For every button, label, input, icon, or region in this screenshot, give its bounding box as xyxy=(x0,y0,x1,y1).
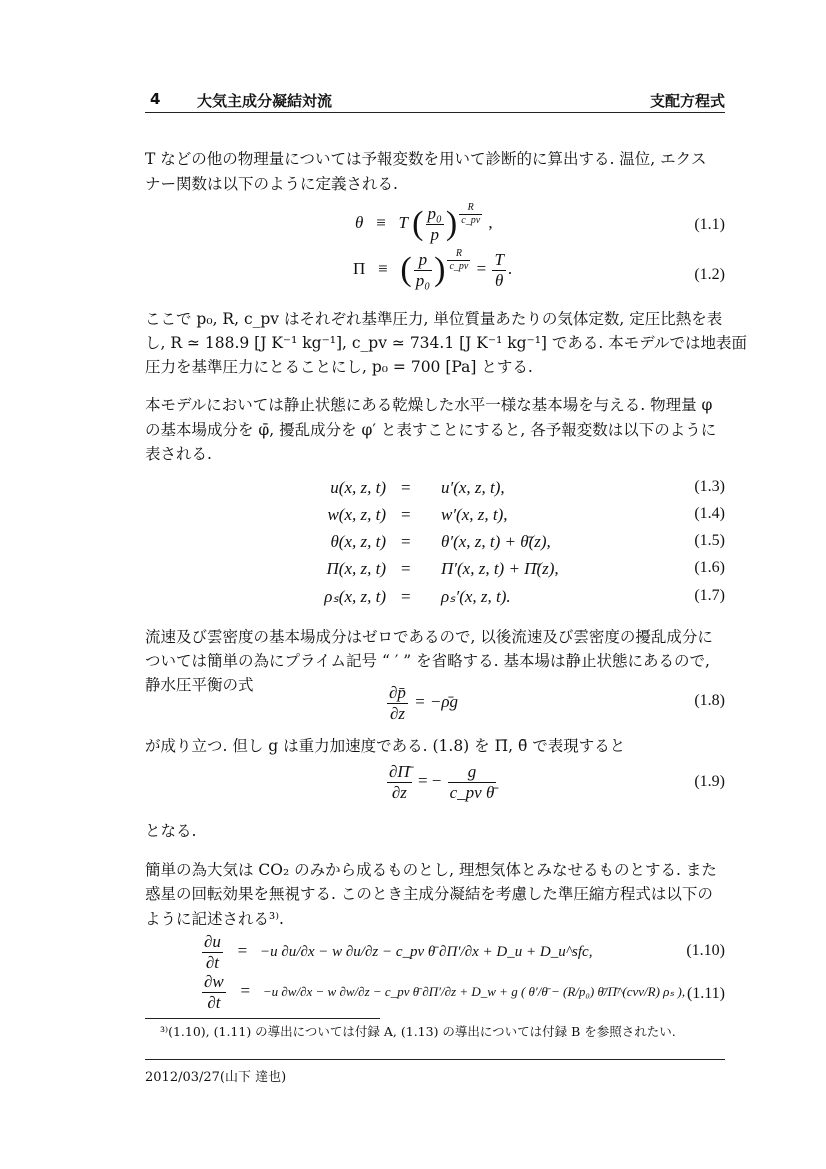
text-line: 表される. xyxy=(145,445,212,463)
text-line: の基本場成分を φ̄, 擾乱成分を φ′ と表すことにすると, 各予報変数は以下のように xyxy=(145,421,717,439)
exp-den: c_pv xyxy=(449,260,469,272)
section-title: 支配方程式 xyxy=(649,92,725,110)
chapter-title: 大気主成分凝結対流 xyxy=(197,92,333,110)
eq-label: (1.8) xyxy=(694,692,725,709)
equation-1-9 xyxy=(385,762,498,802)
equation-1-11 xyxy=(200,972,685,1012)
eq-rhs: = −ρ̄g xyxy=(414,691,459,711)
eq-label: (1.4) xyxy=(694,505,725,522)
eq-lhs: ρₛ(x, z, t) xyxy=(324,587,386,606)
footer-rule xyxy=(145,1059,725,1060)
eq-lhs: Π xyxy=(353,259,366,278)
exp-den: c_pv xyxy=(461,214,481,226)
frac-num: ∂Π̄ xyxy=(389,762,410,781)
eq-rhs: = − xyxy=(417,770,442,790)
eq-rel: = xyxy=(401,478,411,497)
frac-den: ∂t xyxy=(205,952,220,972)
eq-rhs: T xyxy=(398,213,408,232)
frac-num: T xyxy=(494,250,504,270)
eq-rhs: Π′(x, z, t) + Π̄(z), xyxy=(441,559,559,578)
text-line: 簡単の為大気は CO₂ のみから成るものとし, 理想気体とみなせるものとする. また xyxy=(145,861,717,879)
eq-rel: = xyxy=(401,532,411,551)
frac-num: ∂u xyxy=(204,932,221,951)
eq-rel: = xyxy=(237,940,248,960)
eq-label: (1.11) xyxy=(686,985,725,1002)
frac-num: p xyxy=(414,250,432,271)
eq-label: (1.3) xyxy=(694,478,725,495)
frac-den: ∂z xyxy=(391,782,407,802)
eq-lhs: Π(x, z, t) xyxy=(326,559,386,578)
eq-lhs: θ xyxy=(355,213,364,232)
eq-rhs: w′(x, z, t), xyxy=(441,505,508,524)
footnote: ³⁾(1.10), (1.11) の導出については付録 A, (1.13) の導出については付録 B を参照されたい. xyxy=(160,1024,676,1039)
eq-rel: = xyxy=(401,505,411,524)
text-line: 静水圧平衡の式 xyxy=(145,676,254,694)
eq-label: (1.1) xyxy=(694,216,725,233)
frac-den: p xyxy=(430,224,439,244)
eq-label: (1.6) xyxy=(694,559,725,576)
eq-rel: ≡ xyxy=(376,213,386,232)
eq-rhs: −u ∂w/∂x − w ∂w/∂z − c_pv θ̄ ∂Π′/∂z + D_w + g ( θ′/θ̄ − (R/p₀) θ̄/Π̄^(cvv/R) ρₛ ), xyxy=(262,983,686,999)
frac-num: ∂p̄ xyxy=(389,683,406,702)
text-line: が成り立つ. 但し g は重力加速度である. (1.8) を Π̄, θ̄ で表現すると xyxy=(145,737,626,755)
eq-rhs: −u ∂u/∂x − w ∂u/∂z − c_pv θ̄ ∂Π′/∂x + D_u + D_u^sfc, xyxy=(260,943,593,960)
eq-label: (1.5) xyxy=(694,532,725,549)
eq-rel: ≡ xyxy=(378,259,388,278)
text-line: 惑星の回転効果を無視する. このとき主成分凝結を考慮した準圧縮方程式は以下の xyxy=(145,885,713,903)
frac-den: ∂t xyxy=(207,992,221,1012)
text-line: ナー関数は以下のように定義される. xyxy=(145,175,398,193)
eq-rhs: u′(x, z, t), xyxy=(441,478,505,497)
text-line: 流速及び雲密度の基本場成分はゼロであるので, 以後流速及び雲密度の擾乱成分に xyxy=(145,628,713,646)
footer-date-author: 2012/03/27(山下 達也) xyxy=(145,1070,287,1085)
exp-num: R xyxy=(459,202,482,215)
eq-tail: , xyxy=(488,213,493,232)
eq-rel: = xyxy=(401,587,411,606)
equation-1-2: Π ≡ ( $\frac{p}{\text{p₀}}$ ) $^{\frac{R}{c\_pv}}$ = $\frac{T}{\theta}$ . xyxy=(353,248,513,290)
text-line: 圧力を基準圧力にとることにし, p₀ = 700 [Pa] とする. xyxy=(145,358,533,376)
frac-num: g xyxy=(448,762,497,783)
footnote-rule xyxy=(145,1018,380,1019)
frac-den: θ xyxy=(494,270,504,290)
text-line: し, R ≃ 188.9 [J K⁻¹ kg⁻¹], c_pv ≃ 734.1 [J K⁻¹ kg⁻¹] である. 本モデルでは地表面 xyxy=(145,334,747,352)
eq-rhs: ρₛ′(x, z, t). xyxy=(441,587,511,606)
eq-lhs: w(x, z, t) xyxy=(327,505,386,524)
eq-lhs: θ(x, z, t) xyxy=(330,532,386,551)
header-rule xyxy=(145,112,725,113)
text-line: T などの他の物理量については予報変数を用いて診断的に算出する. 温位, エクス xyxy=(145,150,707,168)
eq-label: (1.9) xyxy=(694,773,725,790)
text-line: ついては簡単の為にプライム記号 “ ′ ” を省略する. 基本場は静止状態にあるので, xyxy=(145,652,710,670)
frac-num: p₀ xyxy=(427,204,442,224)
text-line: 本モデルにおいては静止状態にある乾燥した水平一様な基本場を与える. 物理量 φ xyxy=(145,396,713,414)
eq-equals: = xyxy=(476,259,487,278)
eq-label: (1.2) xyxy=(694,266,725,283)
frac-num: ∂w xyxy=(204,972,224,991)
eq-lhs: u(x, z, t) xyxy=(330,478,386,497)
frac-den: ∂z xyxy=(389,703,405,723)
eq-label: (1.10) xyxy=(686,942,725,959)
eq-rhs: θ′(x, z, t) + θ̄(z), xyxy=(441,532,551,551)
chapter-number: 4 xyxy=(150,90,161,108)
equation-1-8 xyxy=(385,683,458,723)
exp-num: R xyxy=(447,248,470,261)
eq-rel: = xyxy=(240,980,251,1000)
eq-tail: . xyxy=(507,259,513,278)
text-line: となる. xyxy=(145,822,197,840)
text-line: ように記述される³⁾. xyxy=(145,910,284,928)
frac-den: p₀ xyxy=(415,270,431,290)
eq-rel: = xyxy=(401,559,411,578)
equation-1-10 xyxy=(200,932,592,972)
equation-1-1: θ ≡ T ( $\frac{\text{p₀}}{p}$ ) $^{\frac{R}{c\_pv}}$ , xyxy=(355,202,493,244)
eq-label: (1.7) xyxy=(694,587,725,604)
frac-den: c_pv θ̄ xyxy=(449,782,495,802)
text-line: ここで p₀, R, c_pv はそれぞれ基準圧力, 単位質量あたりの気体定数, 定圧比熱を表 xyxy=(145,310,723,328)
